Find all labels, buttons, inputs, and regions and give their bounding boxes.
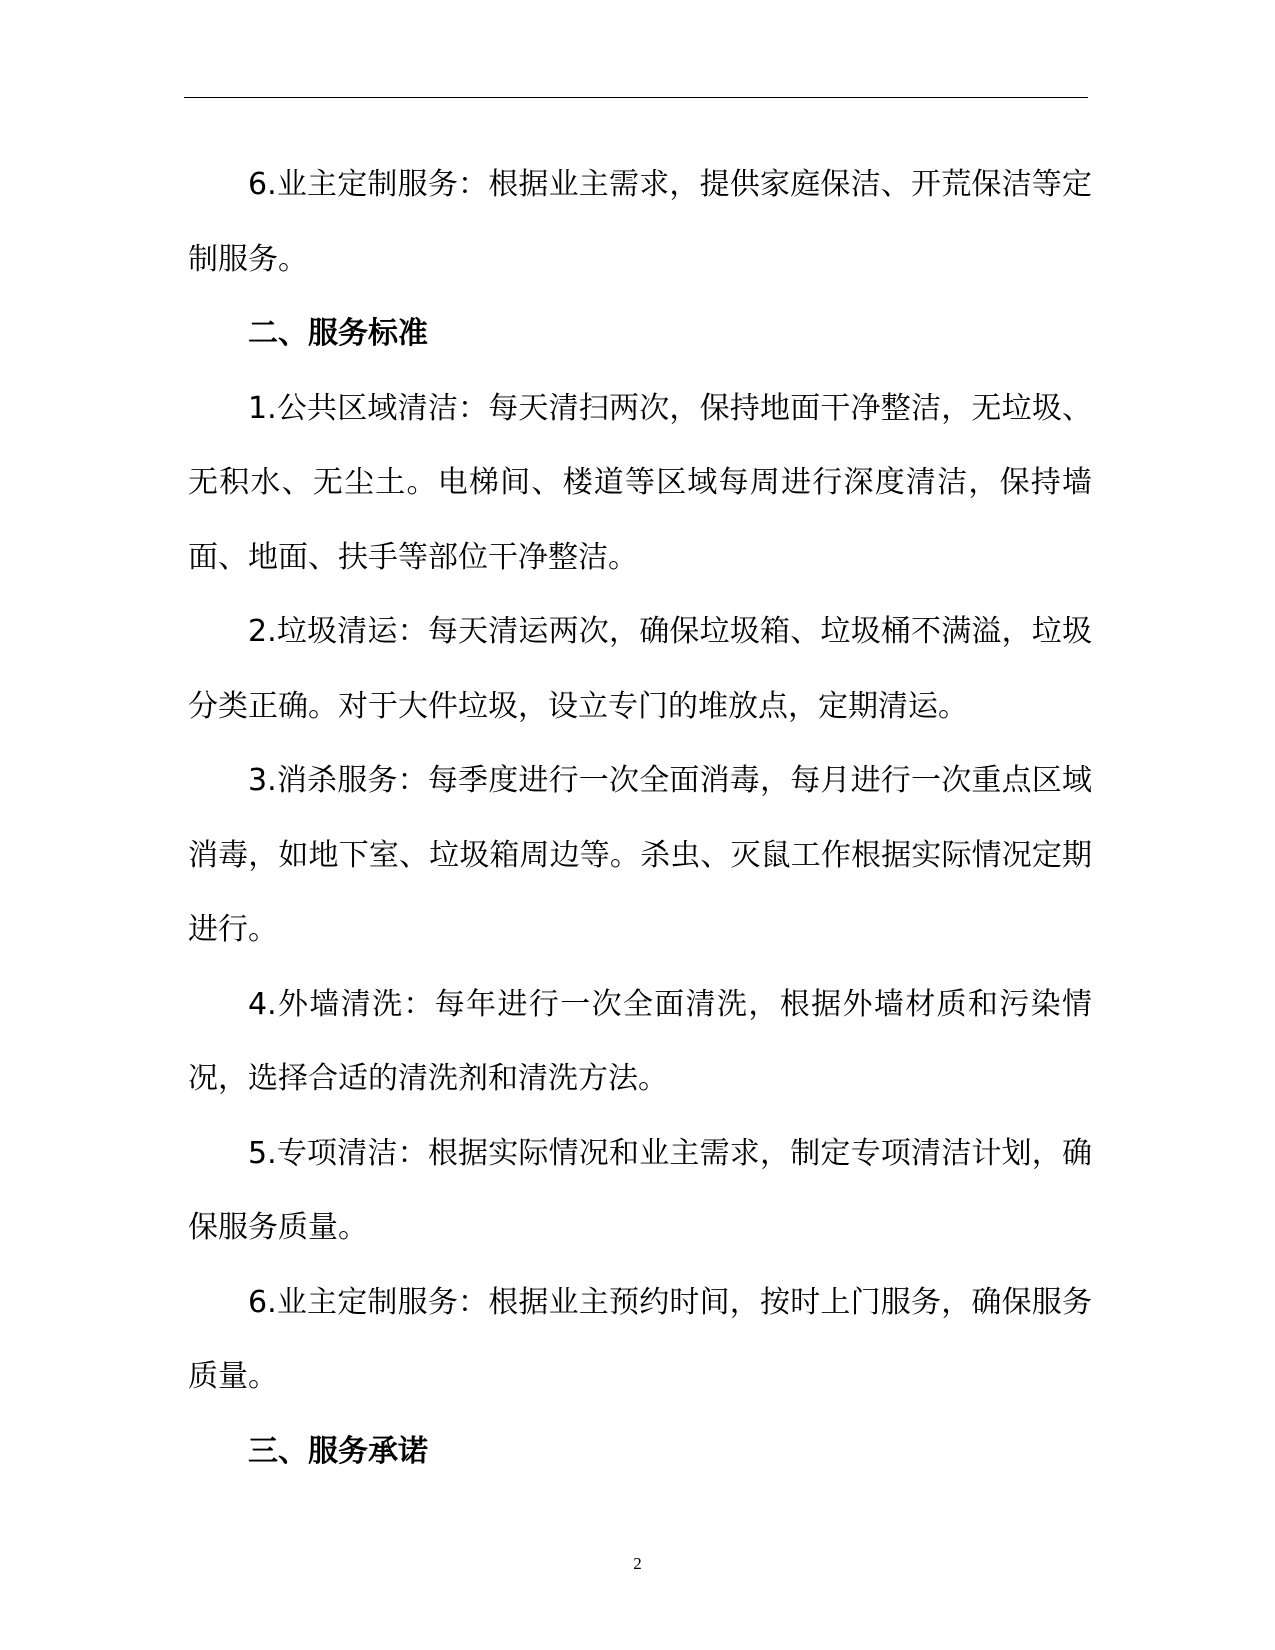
section-heading-service-commitment: 三、服务承诺 bbox=[248, 1433, 428, 1469]
page-number: 2 bbox=[633, 1554, 642, 1573]
section-heading-service-standards: 二、服务标准 bbox=[248, 316, 428, 351]
paragraph-custom-service: 6.业主定制服务：根据业主预约时间，按时上门服务，确保服务质量。 bbox=[188, 1284, 1092, 1394]
document-body bbox=[188, 148, 1092, 1489]
paragraph-special-cleaning: 5.专项清洁：根据实际情况和业主需求，制定专项清洁计划，确保服务质量。 bbox=[188, 1135, 1092, 1245]
paragraph-public-area-cleaning: 1.公共区域清洁：每天清扫两次，保持地面干净整洁，无垃圾、无积水、无尘土。电梯间、楼道等区域每周进行深度清洁，保持墙面、地面、扶手等部位干净整洁。 bbox=[188, 390, 1092, 575]
header-rule bbox=[184, 97, 1088, 98]
paragraph-custom-service-continued: 6.业主定制服务：根据业主需求，提供家庭保洁、开荒保洁等定制服务。 bbox=[188, 167, 1092, 277]
paragraph-garbage-removal: 2.垃圾清运：每天清运两次，确保垃圾箱、垃圾桶不满溢，垃圾分类正确。对于大件垃圾，设立专门的堆放点，定期清运。 bbox=[188, 614, 1092, 724]
paragraph-exterior-wall-cleaning: 4.外墙清洗：每年进行一次全面清洗，根据外墙材质和污染情况，选择合适的清洗剂和清洗方法。 bbox=[188, 986, 1092, 1096]
paragraph-disinfection-service: 3.消杀服务：每季度进行一次全面消毒，每月进行一次重点区域消毒，如地下室、垃圾箱周边等。杀虫、灭鼠工作根据实际情况定期进行。 bbox=[188, 763, 1092, 947]
